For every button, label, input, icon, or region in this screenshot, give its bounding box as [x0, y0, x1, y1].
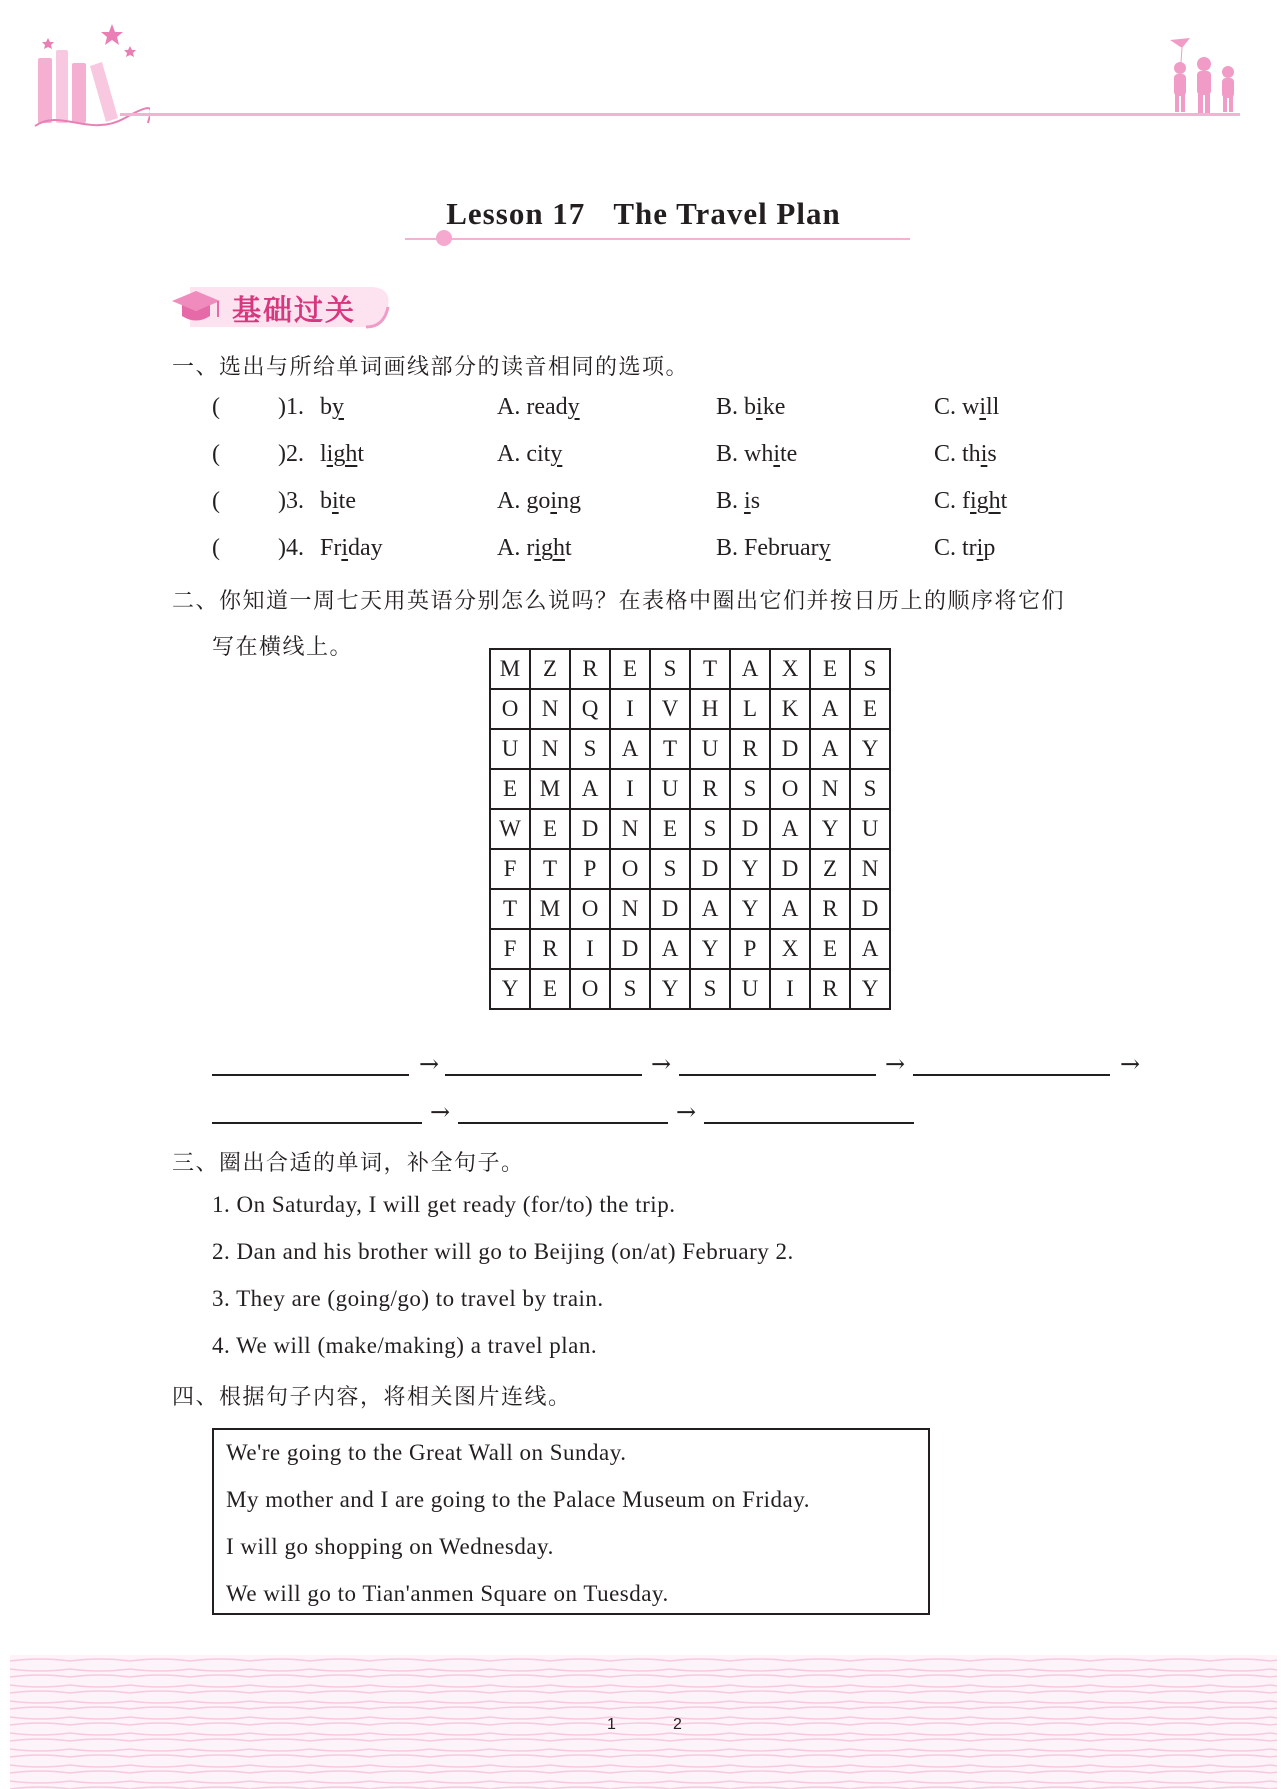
grid-letter[interactable]: Z	[810, 849, 850, 889]
grid-letter[interactable]: Q	[570, 689, 610, 729]
grid-letter[interactable]: D	[570, 809, 610, 849]
option-a: A. ready	[497, 394, 580, 420]
grid-letter[interactable]: M	[530, 889, 570, 929]
grid-letter[interactable]: E	[650, 809, 690, 849]
answer-blank[interactable]	[212, 1122, 422, 1124]
grid-letter[interactable]: U	[850, 809, 890, 849]
grid-row	[490, 809, 890, 849]
arrow-icon: →	[651, 1050, 672, 1078]
grid-letter[interactable]: O	[490, 689, 530, 729]
answer-paren[interactable]: (	[212, 488, 220, 514]
grid-letter[interactable]: E	[810, 649, 850, 689]
grid-letter[interactable]: A	[810, 689, 850, 729]
grid-letter[interactable]: O	[570, 969, 610, 1009]
grid-row	[490, 769, 890, 809]
question-word: by	[320, 394, 344, 420]
grid-letter[interactable]: E	[850, 689, 890, 729]
answer-blank[interactable]	[458, 1122, 668, 1124]
grid-letter[interactable]: H	[690, 689, 730, 729]
grid-letter[interactable]: E	[490, 769, 530, 809]
title-underline	[405, 238, 910, 240]
answer-blank[interactable]	[445, 1074, 642, 1076]
option-c: C. will	[934, 394, 1000, 420]
header-rule	[120, 113, 1240, 116]
grid-letter[interactable]: A	[730, 649, 770, 689]
question-word: Friday	[320, 535, 383, 561]
grid-letter[interactable]: D	[770, 729, 810, 769]
grid-letter[interactable]: Y	[690, 929, 730, 969]
grid-letter[interactable]: K	[770, 689, 810, 729]
grid-letter[interactable]: A	[610, 729, 650, 769]
grid-letter[interactable]: S	[690, 809, 730, 849]
grid-row	[490, 849, 890, 889]
grid-letter[interactable]: W	[490, 809, 530, 849]
option-c: C. this	[934, 441, 997, 467]
grid-letter[interactable]: R	[570, 649, 610, 689]
word-search-grid	[489, 648, 891, 1010]
grid-letter[interactable]: S	[730, 769, 770, 809]
arrow-icon: →	[419, 1050, 440, 1078]
option-a: A. right	[497, 535, 572, 561]
grid-letter[interactable]: N	[530, 689, 570, 729]
grid-letter[interactable]: E	[610, 649, 650, 689]
q3-sentence: 4. We will (make/making) a travel plan.	[212, 1333, 598, 1358]
grid-letter[interactable]: R	[690, 769, 730, 809]
option-a: A. city	[497, 441, 563, 467]
grid-letter[interactable]: N	[610, 809, 650, 849]
grid-letter[interactable]: R	[730, 729, 770, 769]
grid-letter[interactable]: R	[810, 969, 850, 1009]
grid-letter[interactable]: V	[650, 689, 690, 729]
grid-row	[490, 689, 890, 729]
question-number: )2.	[278, 441, 304, 467]
grid-letter[interactable]: D	[770, 849, 810, 889]
question-number: )1.	[278, 394, 304, 420]
option-b: B. February	[716, 535, 831, 561]
grid-letter[interactable]: I	[610, 689, 650, 729]
grid-letter[interactable]: D	[650, 889, 690, 929]
grid-letter[interactable]: Y	[850, 969, 890, 1009]
answer-paren[interactable]: (	[212, 394, 220, 420]
arrow-icon: →	[430, 1098, 451, 1126]
grid-row	[490, 889, 890, 929]
grid-row	[490, 729, 890, 769]
grid-letter[interactable]: S	[570, 729, 610, 769]
page-number-left: 1	[607, 1716, 616, 1733]
page-number-right: 2	[673, 1716, 682, 1733]
q1-row	[0, 488, 1287, 522]
grid-letter[interactable]: N	[810, 769, 850, 809]
option-c: C. fight	[934, 488, 1008, 514]
grid-letter[interactable]: A	[570, 769, 610, 809]
grid-letter[interactable]: F	[490, 849, 530, 889]
grid-letter[interactable]: Y	[730, 889, 770, 929]
grid-letter[interactable]: Y	[730, 849, 770, 889]
question-word: bite	[320, 488, 356, 514]
q4-sentence[interactable]: I will go shopping on Wednesday.	[226, 1534, 554, 1559]
grid-row	[490, 929, 890, 969]
grid-letter[interactable]: S	[850, 649, 890, 689]
q3-sentence: 2. Dan and his brother will go to Beijing (on/at) February 2.	[212, 1239, 794, 1264]
grid-letter[interactable]: M	[490, 649, 530, 689]
grid-letter[interactable]: U	[690, 729, 730, 769]
grid-letter[interactable]: R	[530, 929, 570, 969]
arrow-icon: →	[885, 1050, 906, 1078]
answer-blank[interactable]	[212, 1074, 409, 1076]
grid-letter[interactable]: I	[770, 969, 810, 1009]
header-children-silhouette	[1160, 36, 1260, 116]
grid-letter[interactable]: M	[530, 769, 570, 809]
grid-letter[interactable]: N	[530, 729, 570, 769]
grid-letter[interactable]: E	[810, 929, 850, 969]
grid-letter[interactable]: A	[850, 929, 890, 969]
grid-letter[interactable]: U	[730, 969, 770, 1009]
lesson-title	[0, 196, 1287, 232]
grid-letter[interactable]: N	[610, 889, 650, 929]
grid-letter[interactable]: A	[810, 729, 850, 769]
grid-letter[interactable]: P	[730, 929, 770, 969]
q3-sentence: 1. On Saturday, I will get ready (for/to) the trip.	[212, 1192, 676, 1217]
grid-letter[interactable]: P	[570, 849, 610, 889]
q4-sentence[interactable]: We're going to the Great Wall on Sunday.	[226, 1440, 627, 1465]
grid-letter[interactable]: D	[690, 849, 730, 889]
grid-letter[interactable]: A	[770, 809, 810, 849]
grid-letter[interactable]: X	[770, 929, 810, 969]
q3-sentence: 3. They are (going/go) to travel by train.	[212, 1286, 604, 1311]
grid-letter[interactable]: Y	[810, 809, 850, 849]
grid-letter[interactable]: L	[730, 689, 770, 729]
arrow-icon: →	[676, 1098, 697, 1126]
grid-letter[interactable]: S	[610, 969, 650, 1009]
grid-letter[interactable]: E	[530, 809, 570, 849]
q2-heading-line2: 写在横线上。	[212, 635, 354, 660]
grid-letter[interactable]: R	[810, 889, 850, 929]
grid-letter[interactable]: F	[490, 929, 530, 969]
q1-row	[0, 441, 1287, 475]
grid-letter[interactable]: O	[610, 849, 650, 889]
grid-letter[interactable]: T	[650, 729, 690, 769]
q2-heading-line1: 二、你知道一周七天用英语分别怎么说吗？在表格中圈出它们并按日历上的顺序将它们	[172, 589, 1066, 614]
question-number: )3.	[278, 488, 304, 514]
grid-letter[interactable]: D	[730, 809, 770, 849]
grid-letter[interactable]: A	[650, 929, 690, 969]
lesson-name: The Travel Plan	[613, 196, 841, 231]
grid-letter[interactable]: Y	[850, 729, 890, 769]
answer-blank[interactable]	[913, 1074, 1110, 1076]
grid-letter[interactable]: A	[770, 889, 810, 929]
grid-letter[interactable]: I	[610, 769, 650, 809]
q1-row	[0, 394, 1287, 428]
q1-heading: 一、选出与所给单词画线部分的读音相同的选项。	[172, 355, 690, 380]
q4-sentence[interactable]: We will go to Tian'anmen Square on Tuesday.	[226, 1581, 669, 1606]
grid-letter[interactable]: O	[570, 889, 610, 929]
footer-wave-pattern	[10, 1655, 1277, 1789]
option-a: A. going	[497, 488, 582, 514]
grid-letter[interactable]: E	[530, 969, 570, 1009]
option-b: B. bike	[716, 394, 786, 420]
grid-letter[interactable]: T	[530, 849, 570, 889]
answer-paren[interactable]: (	[212, 441, 220, 467]
option-b: B. is	[716, 488, 761, 514]
grid-letter[interactable]: T	[490, 889, 530, 929]
grid-letter[interactable]: D	[850, 889, 890, 929]
grid-row	[490, 649, 890, 689]
section-badge-label: 基础过关	[232, 293, 357, 327]
answer-paren[interactable]: (	[212, 535, 220, 561]
grid-letter[interactable]: X	[770, 649, 810, 689]
grid-letter[interactable]: O	[770, 769, 810, 809]
q4-heading: 四、根据句子内容，将相关图片连线。	[172, 1385, 572, 1410]
grid-letter[interactable]: S	[650, 649, 690, 689]
grid-letter[interactable]: I	[570, 929, 610, 969]
title-underline-dot	[436, 230, 452, 246]
arrow-icon: →	[1120, 1050, 1141, 1078]
grid-letter[interactable]: S	[850, 769, 890, 809]
grid-letter[interactable]: S	[650, 849, 690, 889]
question-word: light	[320, 441, 365, 467]
grid-letter[interactable]: N	[850, 849, 890, 889]
grid-letter[interactable]: T	[690, 649, 730, 689]
lesson-number: Lesson 17	[446, 196, 586, 231]
grid-letter[interactable]: Y	[650, 969, 690, 1009]
grid-letter[interactable]: Z	[530, 649, 570, 689]
grid-letter[interactable]: D	[610, 929, 650, 969]
grid-row	[490, 969, 890, 1009]
grid-letter[interactable]: U	[490, 729, 530, 769]
grid-letter[interactable]: S	[690, 969, 730, 1009]
option-c: C. trip	[934, 535, 996, 561]
q3-heading: 三、圈出合适的单词，补全句子。	[172, 1151, 525, 1176]
q4-sentence[interactable]: My mother and I are going to the Palace Museum on Friday.	[226, 1487, 810, 1512]
grid-letter[interactable]: A	[690, 889, 730, 929]
question-number: )4.	[278, 535, 304, 561]
grid-letter[interactable]: U	[650, 769, 690, 809]
option-b: B. white	[716, 441, 798, 467]
q1-row	[0, 535, 1287, 569]
grid-letter[interactable]: Y	[490, 969, 530, 1009]
answer-blank[interactable]	[704, 1122, 914, 1124]
answer-blank[interactable]	[679, 1074, 876, 1076]
